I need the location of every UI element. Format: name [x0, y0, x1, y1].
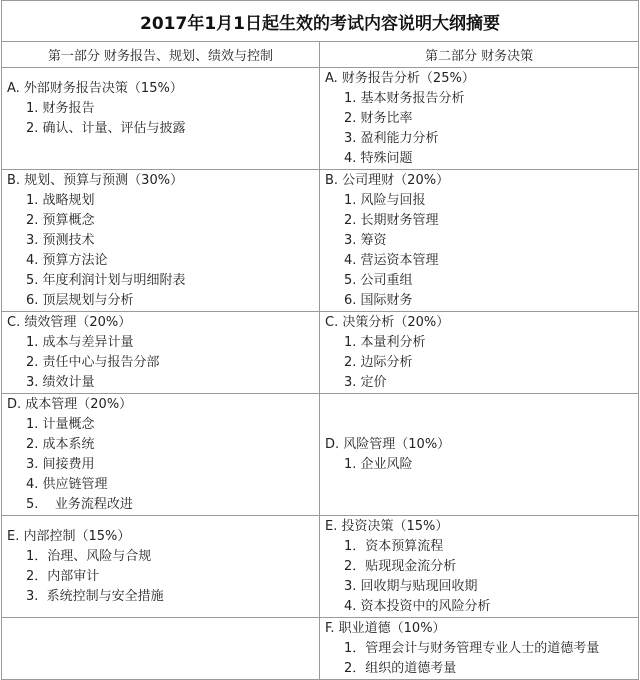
section-item: 5. 年度利润计划与明细附表	[26, 273, 186, 288]
section-item: 4. 资本投资中的风险分析	[344, 599, 491, 614]
section-heading: A. 外部财务报告决策（15%）	[7, 81, 183, 96]
section-heading: D. 风险管理（10%）	[325, 436, 451, 452]
section-cell	[2, 516, 320, 618]
section-heading: F. 职业道德（10%）	[325, 621, 446, 636]
section-heading: B. 规划、预算与预测（30%）	[7, 173, 184, 188]
section-item: 1. 基本财务报告分析	[344, 91, 465, 106]
section-item: 4. 特殊问题	[344, 151, 413, 166]
section-item: 1. 财务报告	[26, 101, 95, 116]
section-item: 3. 绩效计量	[26, 375, 95, 390]
section-heading: E. 内部控制（15%）	[7, 529, 131, 544]
section-item: 1. 计量概念	[26, 417, 95, 432]
empty-cell	[2, 618, 320, 680]
section-item: 1．管理会计与财务管理专业人士的道德考量	[344, 641, 600, 656]
column-header-part-two: 第二部分 财务决策	[320, 42, 639, 68]
section-item: 2. 预算概念	[26, 213, 95, 228]
section-item: 2. 边际分析	[344, 355, 413, 370]
section-cell	[320, 618, 639, 680]
section-item: 1. 成本与差异计量	[26, 335, 134, 350]
section-cell	[2, 68, 320, 170]
section-item: 2．组织的道德考量	[344, 661, 457, 676]
section-item: 1. 风险与回报	[344, 193, 426, 208]
section-cell	[2, 312, 320, 394]
section-item: 3. 回收期与贴现回收期	[344, 579, 478, 594]
section-item: 2. 财务比率	[344, 111, 413, 126]
section-item: 3. 间接费用	[26, 457, 95, 472]
section-cell	[320, 394, 639, 516]
section-item: 3. 定价	[344, 375, 387, 390]
section-item: 1．资本预算流程	[344, 539, 444, 554]
section-item: 2. 成本系统	[26, 437, 95, 452]
section-heading: B. 公司理财（20%）	[325, 173, 450, 188]
column-header-part-one: 第一部分 财务报告、规划、绩效与控制	[2, 42, 320, 68]
section-item: 3. 盈利能力分析	[344, 131, 439, 146]
section-cell	[320, 170, 639, 312]
section-item: 2．内部审计	[26, 569, 100, 584]
section-cell	[320, 312, 639, 394]
section-item: 1. 战略规划	[26, 193, 95, 208]
section-heading: C. 绩效管理（20%）	[7, 315, 132, 330]
section-item: 2. 长期财务管理	[344, 213, 439, 228]
section-heading: E. 投资决策（15%）	[325, 519, 449, 534]
section-item: 5. 公司重组	[344, 273, 413, 288]
section-item: 6. 顶层规划与分析	[26, 293, 134, 308]
syllabus-document	[1, 0, 639, 677]
section-item: 1. 本量利分析	[344, 335, 426, 350]
section-item: 4. 供应链管理	[26, 477, 108, 492]
section-cell	[320, 516, 639, 618]
section-item: 4. 营运资本管理	[344, 253, 439, 268]
document-title: 2017年1月1日起生效的考试内容说明大纲摘要	[2, 1, 639, 42]
section-item: 3. 系统控制与安全措施	[26, 589, 164, 604]
section-item: 5. 业务流程改进	[26, 497, 133, 512]
section-cell	[320, 68, 639, 170]
section-item: 3. 预测技术	[26, 233, 95, 248]
section-item: 3. 筹资	[344, 233, 387, 248]
section-item: 1. 企业风险	[344, 456, 413, 472]
syllabus-table	[1, 0, 639, 680]
section-heading: D. 成本管理（20%）	[7, 397, 133, 412]
section-heading: C. 决策分析（20%）	[325, 315, 450, 330]
section-item: 4. 预算方法论	[26, 253, 108, 268]
section-cell	[2, 394, 320, 516]
section-item: 6. 国际财务	[344, 293, 413, 308]
section-cell	[2, 170, 320, 312]
section-item: 2. 确认、计量、评估与披露	[26, 121, 186, 136]
section-item: 1．治理、风险与合规	[26, 549, 152, 564]
section-heading: A. 财务报告分析（25%）	[325, 71, 475, 86]
section-item: 2. 责任中心与报告分部	[26, 355, 160, 370]
section-item: 2．贴现现金流分析	[344, 559, 457, 574]
